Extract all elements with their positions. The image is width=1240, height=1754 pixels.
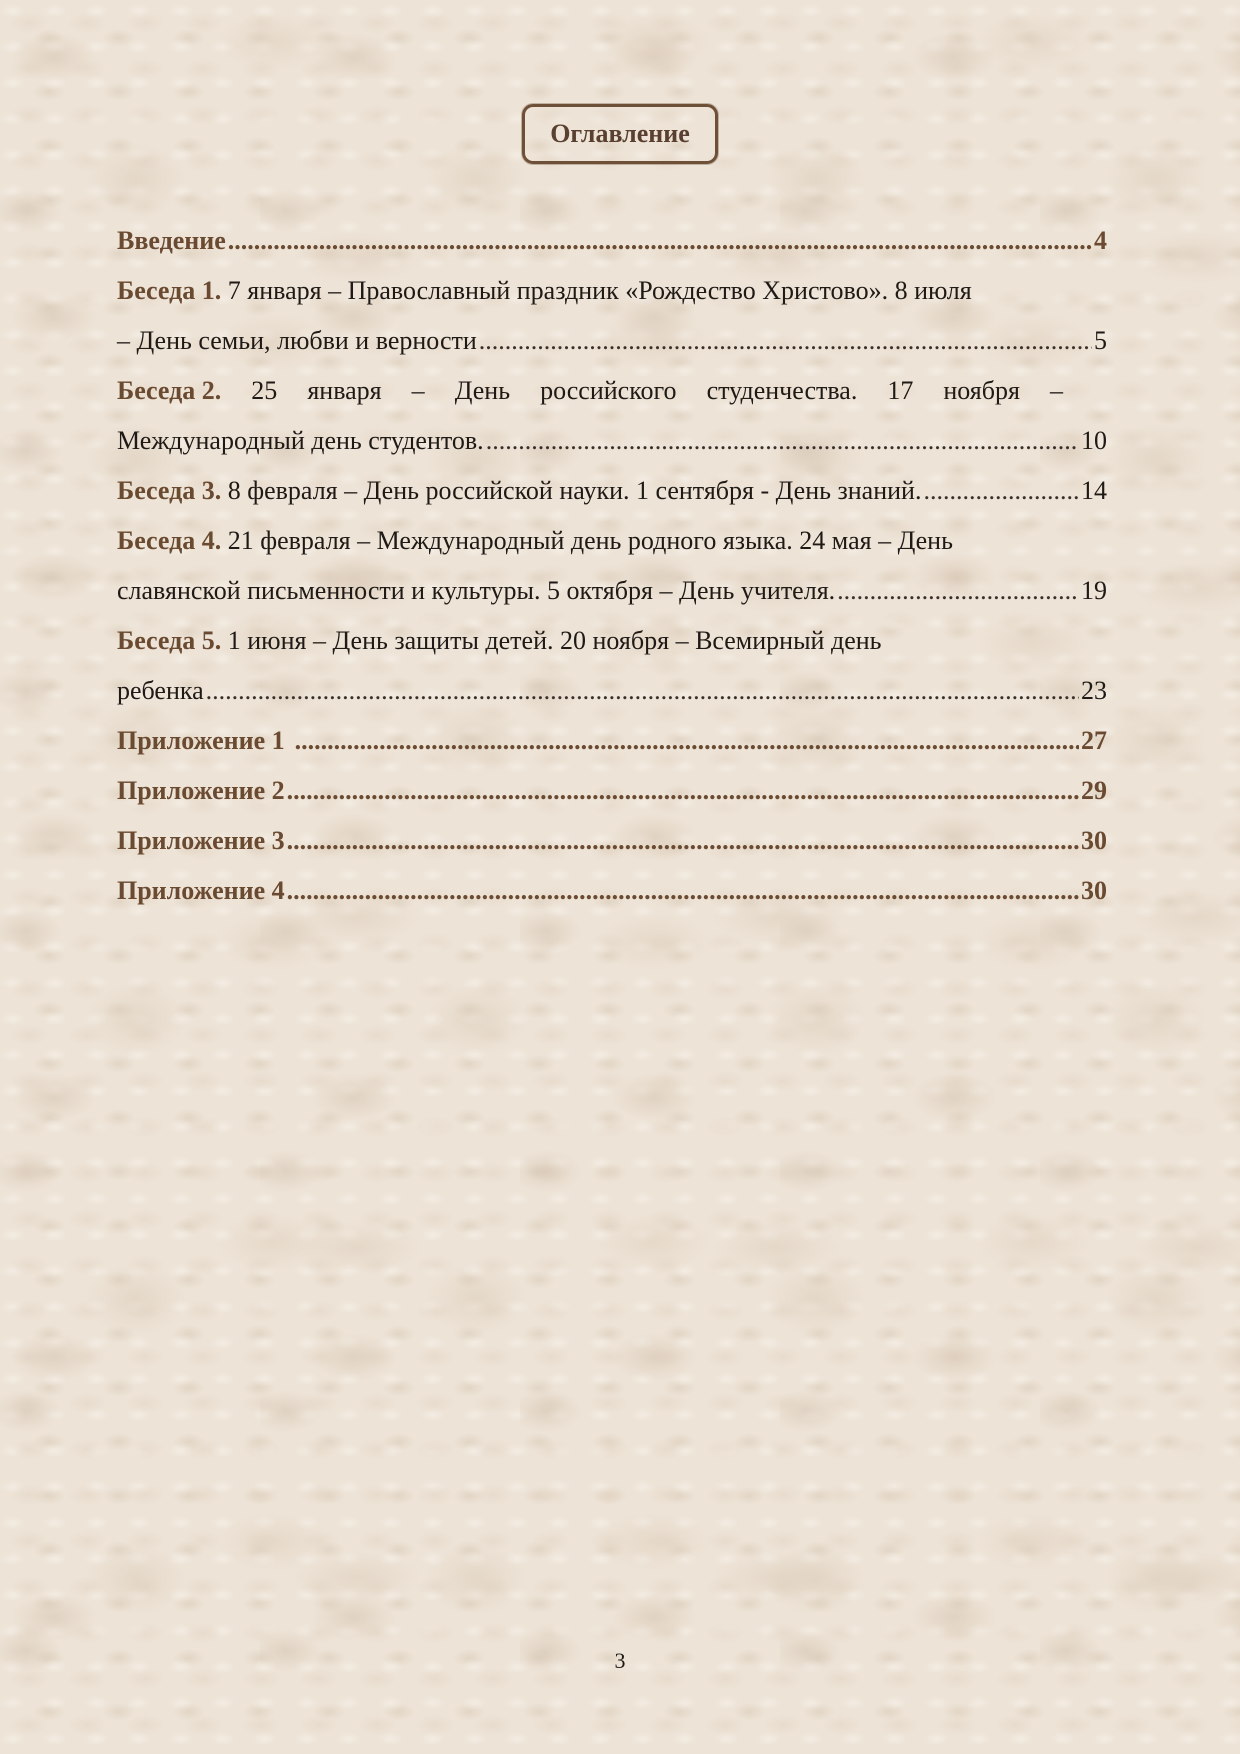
- toc-entry-talk5-line2[interactable]: [117, 666, 1107, 716]
- toc-page-number: 30: [1081, 826, 1107, 855]
- toc-word: 17: [887, 376, 914, 405]
- toc-entry-appendix-4[interactable]: [117, 866, 1107, 916]
- toc-word: российского: [540, 376, 677, 405]
- toc-entry-text: славянской письменности и культуры. 5 октября – День учителя.: [117, 576, 836, 605]
- dot-leader: [295, 716, 1079, 766]
- dot-leader: [923, 466, 1079, 516]
- toc-entry-label: Приложение 2: [117, 776, 285, 805]
- toc-entry-lead: Беседа 4.: [117, 526, 222, 555]
- toc-entry-lead: Беседа 1.: [117, 276, 222, 305]
- toc-word: января: [307, 376, 382, 405]
- page-number: 3: [614, 1648, 626, 1673]
- toc-word: –: [411, 376, 425, 405]
- dot-leader: [206, 666, 1079, 716]
- toc-entry-text: [117, 466, 921, 516]
- toc-entry-body: 8 февраля – День российской науки. 1 сентября - День знаний.: [221, 476, 922, 505]
- toc-page-number: 23: [1081, 676, 1107, 705]
- toc-page-number: 19: [1081, 576, 1107, 605]
- toc-entry-text: – День семьи, любви и верности: [117, 326, 477, 355]
- toc-entry-talk2-line2[interactable]: [117, 416, 1107, 466]
- toc-entry-talk4-line2[interactable]: [117, 566, 1107, 616]
- dot-leader: [287, 766, 1079, 816]
- toc-entry-lead: Беседа 2.: [117, 376, 222, 405]
- toc-entry-label: Введение: [117, 226, 226, 255]
- toc-title-text: Оглавление: [550, 119, 690, 148]
- toc-entry-lead: Беседа 5.: [117, 626, 222, 655]
- dot-leader: [287, 866, 1079, 916]
- dot-leader: [479, 316, 1092, 366]
- toc-word: –: [1050, 376, 1063, 405]
- toc-word: студенчества.: [706, 376, 858, 405]
- toc-page-number: 29: [1081, 776, 1107, 805]
- toc-entry-talk1-line1[interactable]: [117, 266, 1061, 316]
- toc-entry-text: ребенка: [117, 676, 204, 705]
- toc-page-number: 30: [1081, 876, 1107, 905]
- toc-entry-talk2-line1[interactable]: [117, 366, 1063, 416]
- toc-entry-talk1-line2[interactable]: [117, 316, 1107, 366]
- toc-entry-appendix-3[interactable]: [117, 816, 1107, 866]
- dot-leader: [287, 816, 1079, 866]
- toc-page-number: 4: [1094, 226, 1107, 255]
- toc-title: [522, 104, 718, 164]
- toc-page-number: 10: [1081, 426, 1107, 455]
- dot-leader: [228, 216, 1092, 266]
- dot-leader: [837, 566, 1079, 616]
- toc-word: День: [454, 376, 511, 405]
- toc-entry-label: Приложение 1: [117, 726, 285, 755]
- toc-entry-lead: Беседа 3.: [117, 476, 222, 505]
- table-of-contents: [117, 216, 1107, 916]
- toc-entry-appendix-1[interactable]: [117, 716, 1107, 766]
- toc-page-number: 27: [1081, 726, 1107, 755]
- toc-page-number: 14: [1081, 476, 1107, 505]
- dot-leader: [486, 416, 1079, 466]
- toc-entry-label: Приложение 3: [117, 826, 285, 855]
- toc-entry-appendix-2[interactable]: [117, 766, 1107, 816]
- toc-entry-label: Приложение 4: [117, 876, 285, 905]
- toc-entry-talk3[interactable]: [117, 466, 1107, 516]
- toc-entry-text: 21 февраля – Международный день родного языка. 24 мая – День: [221, 526, 953, 555]
- toc-entry-talk4-line1[interactable]: [117, 516, 1061, 566]
- toc-entry-text: 1 июня – День защиты детей. 20 ноября – Всемирный день: [221, 626, 882, 655]
- toc-page-number: 5: [1094, 326, 1107, 355]
- toc-word: ноября: [943, 376, 1020, 405]
- toc-entry-intro[interactable]: [117, 216, 1107, 266]
- toc-word: 25: [251, 376, 278, 405]
- toc-entry-text: 7 января – Православный праздник «Рождество Христово». 8 июля: [221, 276, 972, 305]
- toc-entry-text: Международный день студентов.: [117, 426, 484, 455]
- toc-entry-talk5-line1[interactable]: [117, 616, 1061, 666]
